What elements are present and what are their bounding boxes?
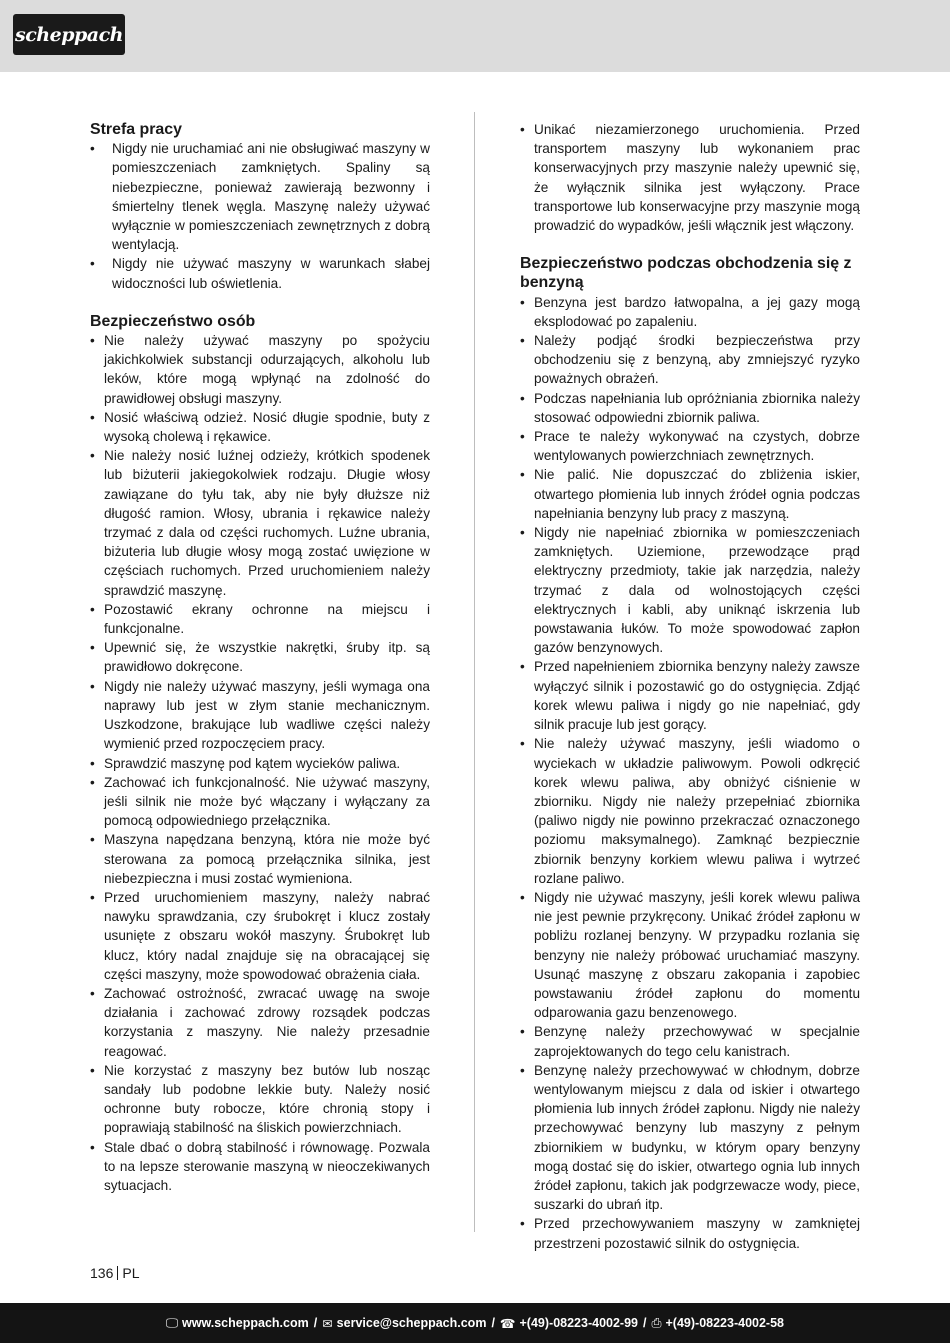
page-language: PL xyxy=(122,1265,140,1281)
list-item: • Benzynę należy przechowywać w specjalnie zaprojektowanych do tego celu kanistrach. xyxy=(520,1022,860,1060)
list-item: • Nigdy nie napełniać zbiornika w pomieszczeniach zamkniętych. Uziemione, przewodzące prąd elektryczny przedmioty, takie jak narzędzia, należy trzymać z dala od wolnostojących części elektrycznych i kabli, aby uniknąć iskrzenia lub powstawania łuków. To może spowodować zapłon gazów benzynowych. xyxy=(520,523,860,657)
mail-icon: ✉ xyxy=(322,1315,333,1331)
list-item: • Zachować ostrożność, zwracać uwagę na swoje działania i zachować zdrowy rozsądek podczas korzystania z maszyny. Nie należy przesadnie reagować. xyxy=(90,984,430,1061)
list-item: • Sprawdzić maszynę pod kątem wycieków paliwa. xyxy=(90,754,430,773)
personal-safety-list xyxy=(90,331,430,1195)
petrol-safety-list xyxy=(520,293,860,1253)
page-number-separator xyxy=(117,1266,118,1280)
footer-separator: / xyxy=(643,1316,647,1330)
list-item: • Zachować ich funkcjonalność. Nie używać maszyny, jeśli silnik nie może być włączany i wyłączany za pomocą odpowiedniego przełącznika. xyxy=(90,773,430,831)
list-item: • Nigdy nie używać maszyny, jeśli korek wlewu paliwa nie jest pewnie przykręcony. Unikać źródeł zapłonu w pobliżu rozlanej benzyny. W przypadku rozlania się benzyny nie należy próbować uruchamiać maszyny. Usunąć maszynę z obszaru zakopania i zapobiec powstawaniu źródeł zapłonu do momentu odparowania gazu benzenowego. xyxy=(520,888,860,1022)
list-item: • Należy podjąć środki bezpieczeństwa przy obchodzeniu się z benzyną, aby zmniejszyć ryzyko poważnych obrażeń. xyxy=(520,331,860,389)
list-item: • Nie należy używać maszyny po spożyciu jakichkolwiek substancji odurzających, alkoholu lub leków, które mogą wpłynąć na zdolność do prawidłowej obsługi maszyny. xyxy=(90,331,430,408)
footer-email[interactable]: service@scheppach.com xyxy=(336,1316,487,1330)
list-item: • Nie palić. Nie dopuszczać do zbliżenia iskier, otwartego płomienia lub innych źródeł ognia podczas napełniania benzyny lub pracy z maszyną. xyxy=(520,465,860,523)
phone-icon: ☎ xyxy=(499,1315,516,1331)
list-item: • Unikać niezamierzonego uruchomienia. Przed transportem maszyny lub wykonaniem prac konserwacyjnych przy maszynie należy upewnić się, że wyłącznik silnika jest wyłączony. Prace transportowe lub konserwacyjne przy maszynie mogą prowadzić do wypadków, jeśli włącznik jest włączony. xyxy=(520,120,860,235)
footer-fax: +(49)-08223-4002-58 xyxy=(665,1316,784,1330)
list-item: • Nigdy nie uruchamiać ani nie obsługiwać maszyny w pomieszczeniach zamkniętych. Spaliny są niebezpieczne, ponieważ zawierają bezwonny i śmiertelny tlenek węgla. Maszynę należy używać wyłącznie w pomieszczeniach zewnętrznych z dobrą wentylacją. xyxy=(90,139,430,254)
footer-website[interactable]: www.scheppach.com xyxy=(182,1316,309,1330)
footer-separator: / xyxy=(491,1316,495,1330)
list-item: • Przed napełnieniem zbiornika benzyny należy zawsze wyłączyć silnik i pozostawić go do ostygnięcia. Zdjąć korek wlewu paliwa i nigdy go nie napełniać, gdy silnik pracuje lub jest gorący. xyxy=(520,657,860,734)
computer-icon: 🖵 xyxy=(165,1315,179,1330)
list-item: • Nie korzystać z maszyny bez butów lub nosząc sandały lub podobne lekkie buty. Należy nosić ochronne buty robocze, które chronią stopy i poprawiają stabilność na śliskich powierzchniach. xyxy=(90,1061,430,1138)
list-item: • Nie należy używać maszyny, jeśli wiadomo o wyciekach w układzie paliwowym. Powoli odkręcić korek wlewu paliwa, aby obniżyć ciśnienie w zbiorniku. Nigdy nie należy przepełniać zbiornika (paliwo nigdy nie powinno przekraczać oznaczonego poziomu maksymalnego). Zamknąć bezpiecznie zbiornik benzyny korkiem wlewu paliwa i wytrzeć rozlane paliwo. xyxy=(520,734,860,888)
scheppach-logo xyxy=(13,14,125,55)
fax-icon: ⎙ xyxy=(651,1315,662,1330)
list-item: • Benzyna jest bardzo łatwopalna, a jej gazy mogą eksplodować po zapaleniu. xyxy=(520,293,860,331)
page-header xyxy=(0,0,950,72)
list-item: • Benzynę należy przechowywać w chłodnym, dobrze wentylowanym miejscu z dala od iskier i otwartego płomienia lub innych źródeł zapłonu. Nigdy nie należy przechowywać benzyny lub maszyny z pełnym zbiornikiem w budynku, w którym opary benzyny mogą dostać się do iskier, otwartego ognia lub innych źródeł zapłonu, takich jak podgrzewacze wody, piece, suszarki do ubrań itp. xyxy=(520,1061,860,1215)
list-item: • Przed przechowywaniem maszyny w zamkniętej przestrzeni pozostawić silnik do ostygnięcia. xyxy=(520,1214,860,1252)
page-number-value: 136 xyxy=(90,1265,114,1281)
page-footer xyxy=(0,1303,950,1343)
list-item: • Nosić właściwą odzież. Nosić długie spodnie, buty z wysoką cholewą i rękawice. xyxy=(90,408,430,446)
list-item: • Maszyna napędzana benzyną, która nie może być sterowana za pomocą przełącznika silnika, jest niebezpieczna i musi zostać wymieniona. xyxy=(90,830,430,888)
list-item: • Nie należy nosić luźnej odzieży, krótkich spodenek lub biżuterii jakiegokolwiek rodzaju. Długie włosy zawiązane do tyłu tak, aby nie były dłuższe niż długość ramion. Włosy, ubrania i rękawice należy trzymać z dala od części ruchomych. Luźne ubrania, biżuteria lub długie włosy mogą zostać uwięzione w częściach ruchomych. Przed uruchomieniem należy sprawdzić maszynę. xyxy=(90,446,430,600)
list-item: • Nigdy nie używać maszyny w warunkach słabej widoczności lub oświetlenia. xyxy=(90,254,430,292)
list-item: • Pozostawić ekrany ochronne na miejscu i funkcjonalne. xyxy=(90,600,430,638)
list-item: • Upewnić się, że wszystkie nakrętki, śruby itp. są prawidłowo dokręcone. xyxy=(90,638,430,676)
intro-list xyxy=(520,120,860,235)
page-number xyxy=(90,1265,139,1281)
list-item: • Stale dbać o dobrą stabilność i równowagę. Pozwala to na lepsze sterowanie maszyną w nieoczekiwanych sytuacjach. xyxy=(90,1138,430,1196)
section-title-personal-safety: Bezpieczeństwo osób xyxy=(90,312,256,330)
column-divider xyxy=(474,112,475,1232)
list-item: • Przed uruchomieniem maszyny, należy nabrać nawyku sprawdzania, czy śrubokręt i klucz zostały usunięte z obszaru wokół maszyny. Śrubokręt lub klucz, który nadal znajduje się na obracającej się części maszyny, może spowodować obrażenia ciała. xyxy=(90,888,430,984)
footer-separator: / xyxy=(313,1316,318,1330)
logo-text: scheppach xyxy=(15,23,123,46)
section-title-work-area: Strefa pracy xyxy=(90,121,182,138)
list-item: • Podczas napełniania lub opróżniania zbiornika należy stosować odpowiedni zbiornik paliwa. xyxy=(520,389,860,427)
list-item: • Prace te należy wykonywać na czystych, dobrze wentylowanych powierzchniach zewnętrznych. xyxy=(520,427,860,465)
right-column xyxy=(520,120,860,1253)
left-column xyxy=(90,120,430,1195)
section-title-petrol-safety: Bezpieczeństwo podczas obchodzenia się z benzyną xyxy=(520,255,852,292)
list-item: • Nigdy nie należy używać maszyny, jeśli wymaga ona naprawy lub jest w złym stanie mechanicznym. Uszkodzone, brakujące lub wadliwe części należy wymienić przed rozpoczęciem pracy. xyxy=(90,677,430,754)
work-area-list xyxy=(90,139,430,293)
footer-phone: +(49)-08223-4002-99 xyxy=(519,1316,638,1330)
